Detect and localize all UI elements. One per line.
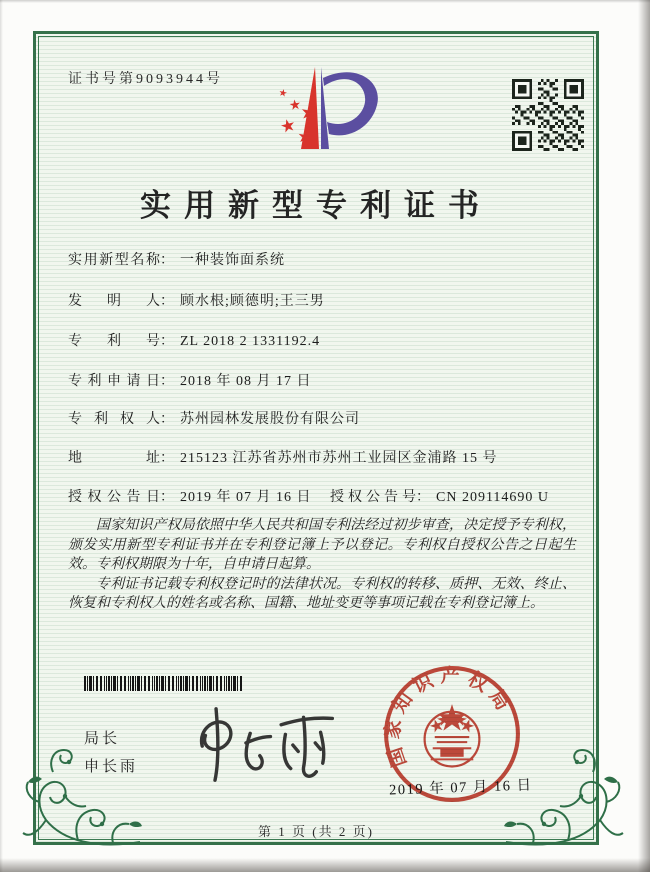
barcode-icon	[84, 676, 244, 691]
field-colon: ：	[160, 294, 174, 309]
field-value: 2018 年 08 月 17 日	[180, 374, 312, 389]
field-label: 专利号	[68, 334, 160, 349]
field-value: 2019 年 07 月 16 日	[180, 490, 312, 505]
field-label: 发明人	[68, 294, 160, 309]
field-colon: ：	[160, 490, 174, 505]
field-value: CN 209114690 U	[436, 490, 550, 505]
body-paragraph-2: 专利证书记载专利权登记时的法律状况。专利权的转移、质押、无效、终止、恢复和专利权人的姓名或名称、国籍、地址变更等事项记载在专利登记簿上。	[68, 576, 576, 611]
field-label: 专利权人	[68, 412, 160, 427]
cnipa-patent-logo-icon	[253, 60, 395, 162]
field-patentee	[68, 408, 578, 428]
field-colon: ：	[160, 451, 174, 466]
signature-icon	[183, 700, 343, 788]
field-colon: ：	[160, 253, 174, 268]
field-label: 实用新型名称	[68, 253, 160, 268]
field-value: 顾水根;顾德明;王三男	[180, 294, 325, 309]
certificate-body-text	[68, 516, 576, 614]
field-inventors	[68, 290, 578, 310]
scan-shadow-bottom	[0, 858, 650, 872]
director-name: 申长雨	[84, 759, 139, 775]
field-value: ZL 2018 2 1331192.4	[180, 334, 321, 349]
field-colon: ：	[160, 334, 174, 349]
body-paragraph-1: 国家知识产权局依照中华人民共和国专利法经过初步审查，决定授予专利权，颁发实用新型专利证书并在专利登记簿上予以登记。专利权自授权公告之日起生效。专利权期限为十年，自申请日起算。	[68, 518, 576, 572]
field-label: 授权公告日	[68, 490, 160, 505]
field-value: 苏州园林发展股份有限公司	[180, 412, 360, 427]
field-value: 215123 江苏省苏州市苏州工业园区金浦路 15 号	[180, 451, 498, 466]
director-title: 局长	[84, 731, 121, 747]
certificate-title: 实用新型专利证书	[140, 188, 492, 223]
field-grant-row	[68, 486, 578, 506]
field-patent-number	[68, 330, 578, 350]
field-utility-model-name	[68, 249, 578, 269]
seal-date: 2019 年 07 月 16 日	[388, 777, 533, 799]
field-grant-number	[330, 486, 549, 506]
field-label: 专利申请日	[68, 374, 160, 389]
qr-code-icon	[512, 79, 584, 151]
field-label: 授权公告号	[330, 490, 416, 505]
scan-shadow-right	[638, 0, 650, 872]
scan-shadow-top	[0, 0, 650, 3]
certificate-number: 证书号第9093944号	[68, 72, 223, 87]
page-number: 第 1 页 (共 2 页)	[258, 824, 374, 839]
corner-flourish-left-icon	[18, 742, 144, 854]
field-colon: ：	[416, 490, 430, 505]
field-value: 一种装饰面系统	[180, 253, 285, 268]
field-address	[68, 447, 578, 467]
seal-text: 国家知识产权局	[382, 665, 517, 770]
corner-flourish-right-icon	[502, 742, 628, 854]
scan-shadow-left	[0, 0, 3, 872]
field-colon: ：	[160, 412, 174, 427]
field-label: 地址	[68, 451, 160, 466]
field-colon: ：	[160, 374, 174, 389]
field-filing-date	[68, 370, 578, 390]
